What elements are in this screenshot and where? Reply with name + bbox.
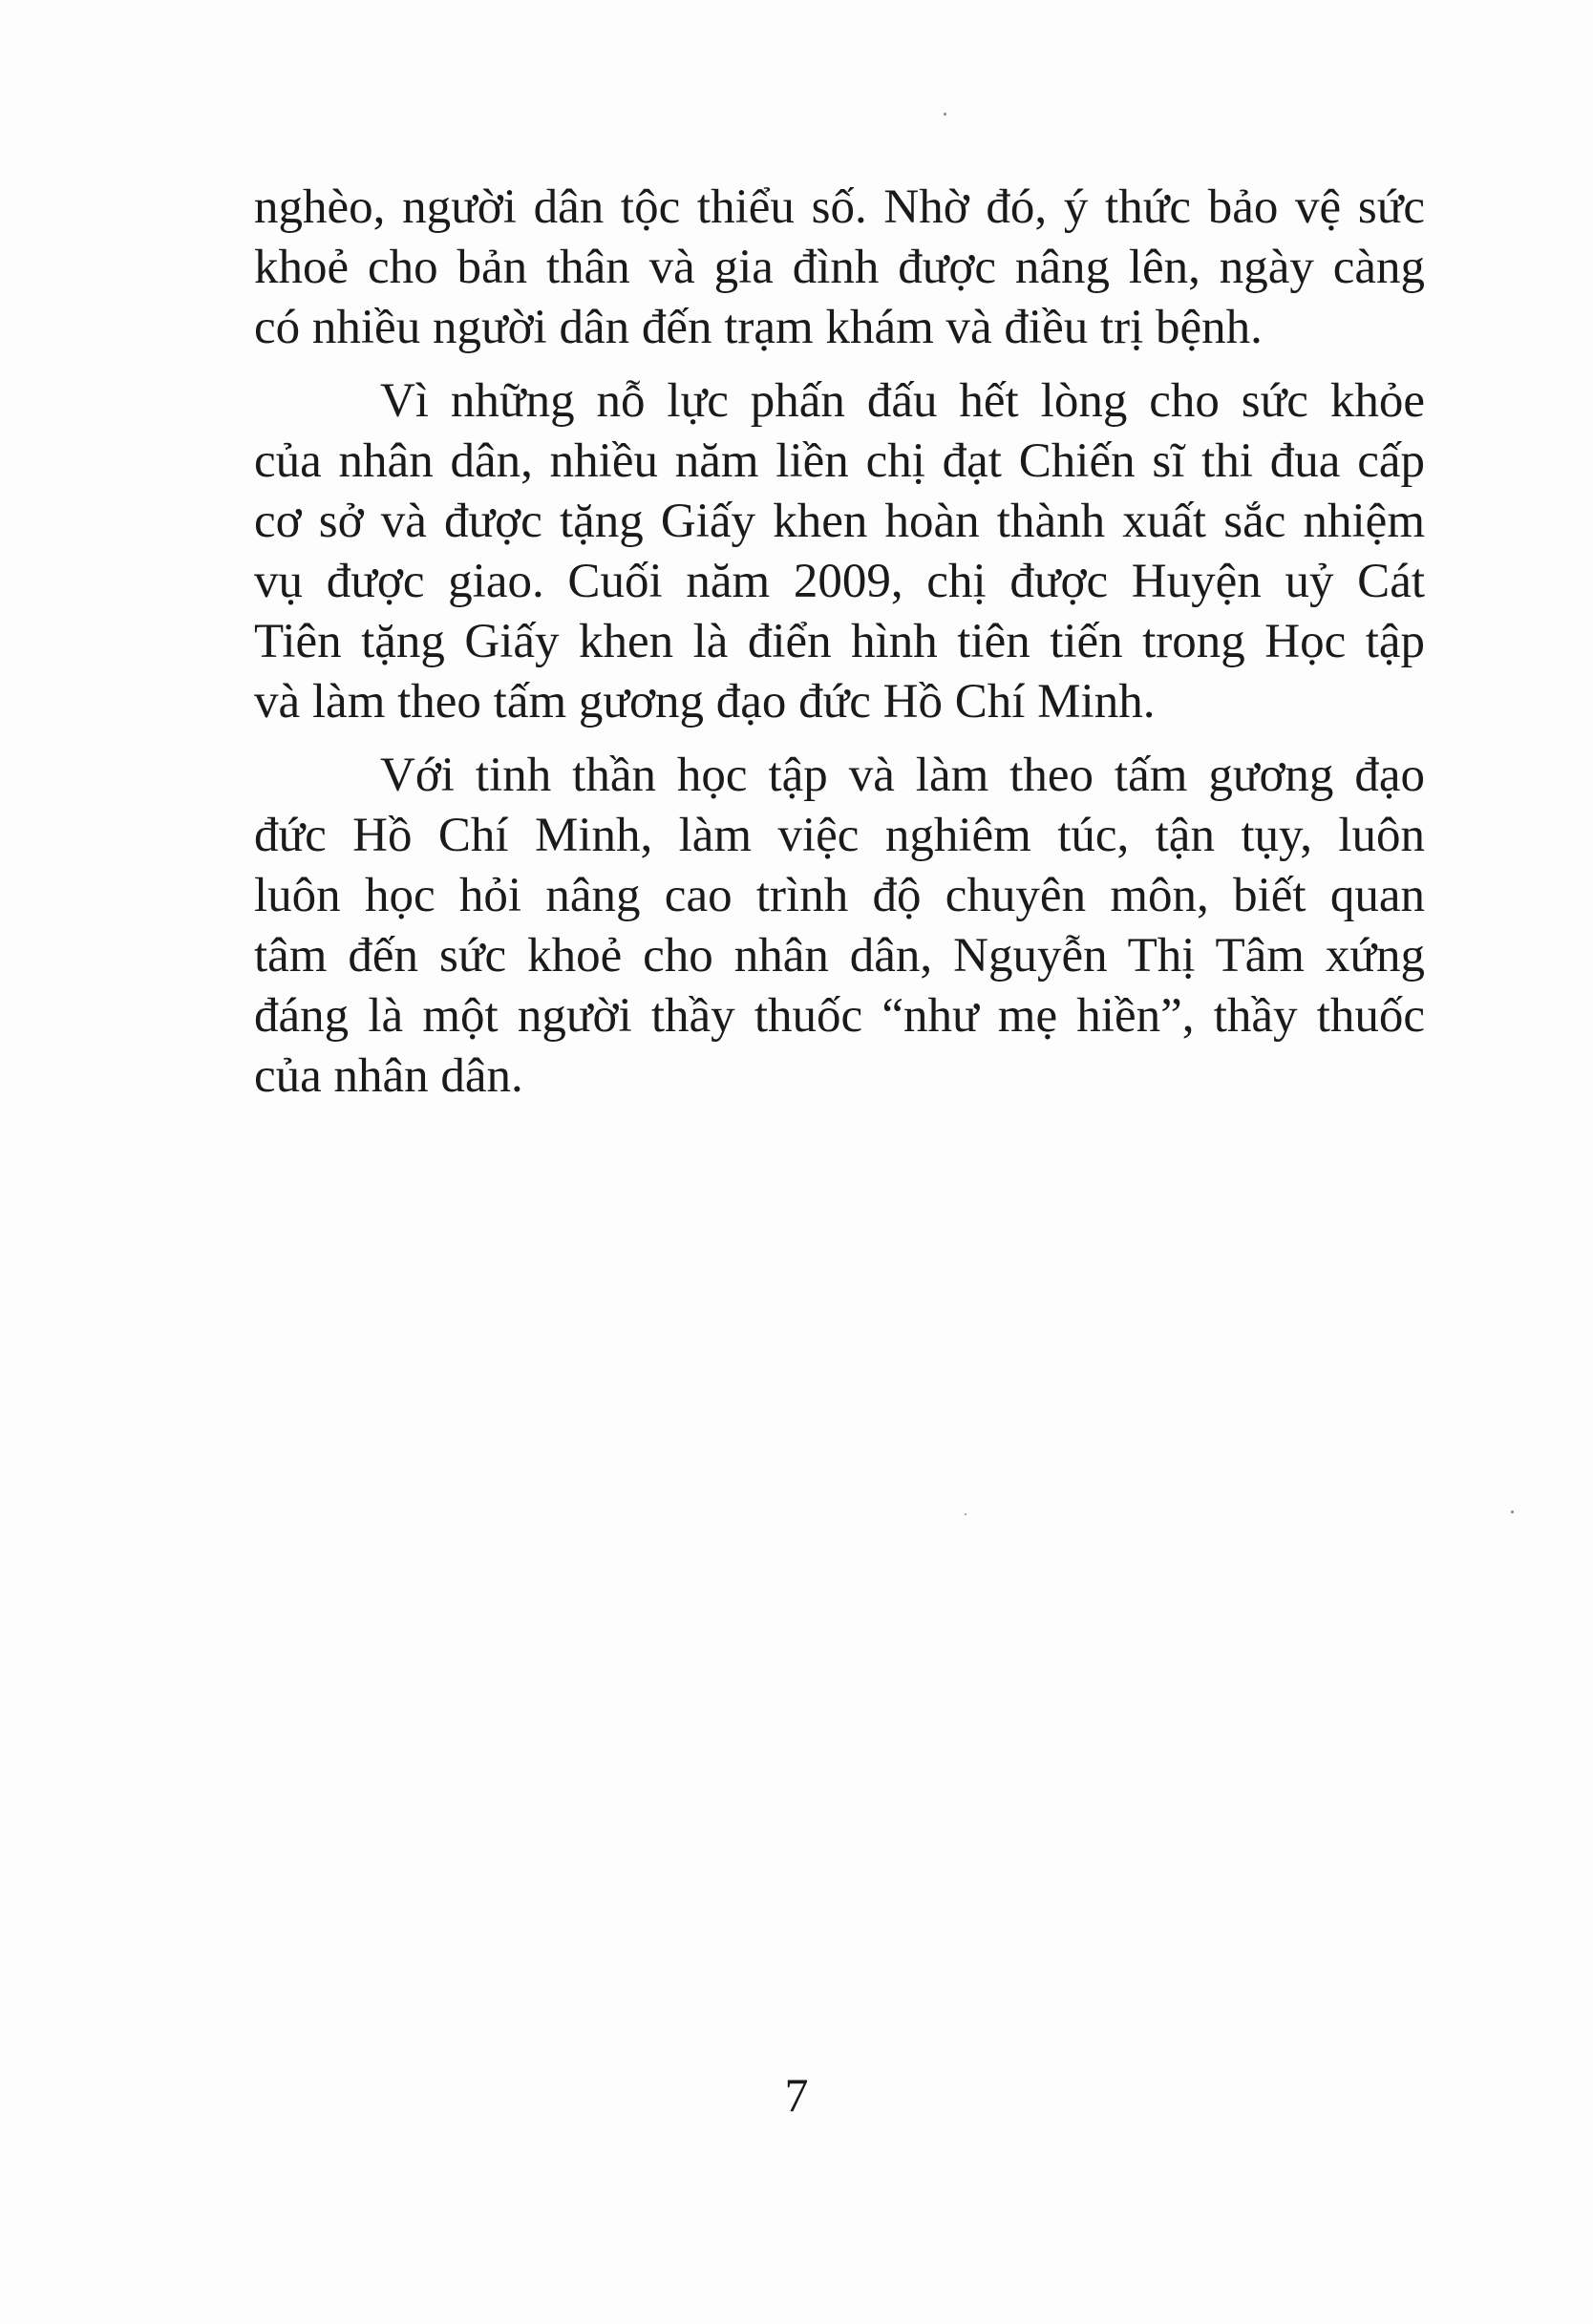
text-line: tâm đến sức khoẻ cho nhân dân, Nguyễn Thị Tâm xứng (254, 929, 1425, 982)
scan-speck (944, 113, 946, 116)
text-line: nghèo, người dân tộc thiểu số. Nhờ đó, ý thức bảo vệ sức (254, 180, 1425, 234)
text-line: Với tinh thần học tập và làm theo tấm gương đạo (380, 749, 1425, 802)
paragraph (254, 746, 1425, 1107)
text-line: Vì những nỗ lực phấn đấu hết lòng cho sức khỏe (380, 374, 1425, 428)
body-text (254, 178, 1425, 1107)
scan-speck (965, 1513, 966, 1515)
text-line: và làm theo tấm gương đạo đức Hồ Chí Minh. (254, 675, 1156, 729)
text-line: vụ được giao. Cuối năm 2009, chị được Huyện uỷ Cát (254, 555, 1425, 608)
paragraph (254, 178, 1425, 358)
text-line: của nhân dân. (254, 1049, 523, 1103)
text-line: của nhân dân, nhiều năm liền chị đạt Chiến sĩ thi đua cấp (254, 434, 1425, 488)
text-line: đức Hồ Chí Minh, làm việc nghiêm túc, tận tụy, luôn (254, 809, 1425, 862)
page-number: 7 (784, 2068, 809, 2122)
scan-speck (1511, 1511, 1514, 1513)
text-line: đáng là một người thầy thuốc “như mẹ hiền”, thầy thuốc (254, 989, 1425, 1043)
text-line: khoẻ cho bản thân và gia đình được nâng lên, ngày càng (254, 241, 1425, 294)
text-line: có nhiều người dân đến trạm khám và điều trị bệnh. (254, 301, 1263, 354)
text-line: cơ sở và được tặng Giấy khen hoàn thành xuất sắc nhiệm (254, 495, 1425, 548)
paragraph (254, 371, 1425, 732)
text-line: luôn học hỏi nâng cao trình độ chuyên môn, biết quan (254, 869, 1425, 922)
text-line: Tiên tặng Giấy khen là điển hình tiên tiến trong Học tập (254, 615, 1425, 668)
